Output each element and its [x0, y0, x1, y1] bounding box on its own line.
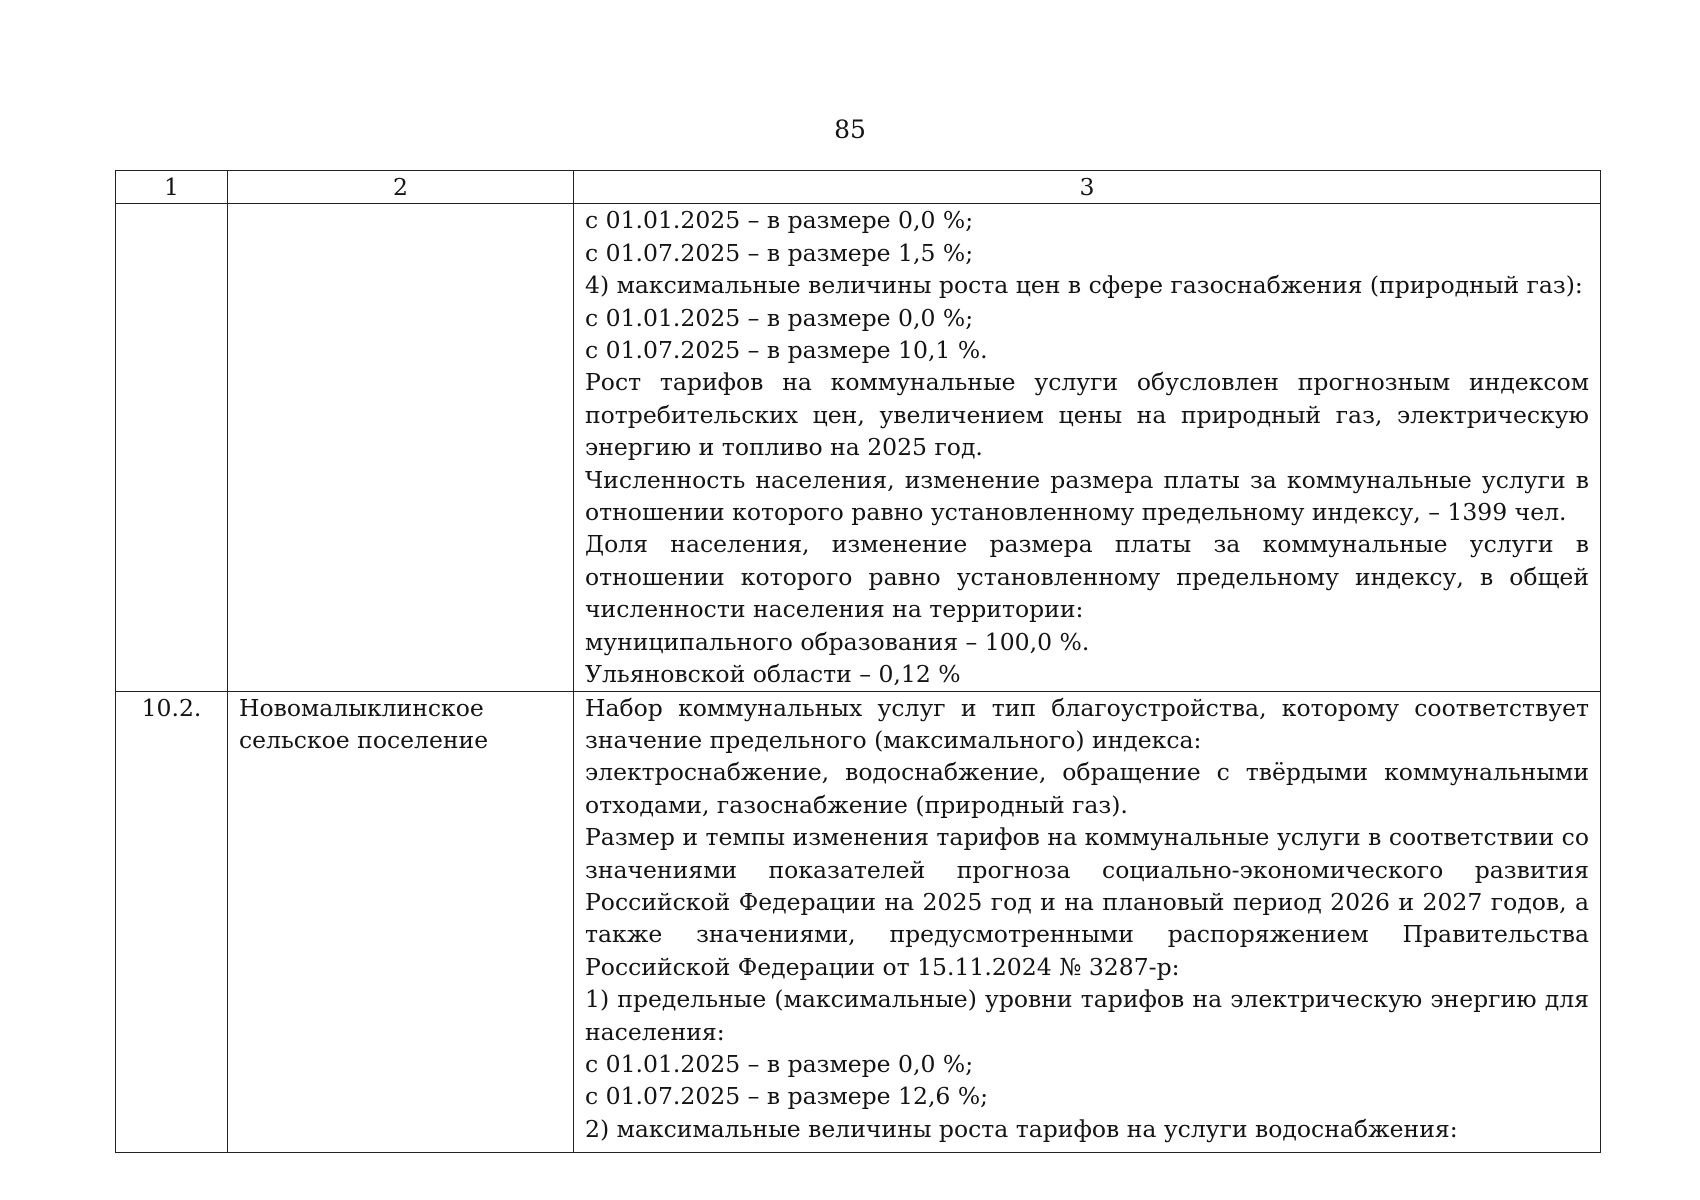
paragraph: муниципального образования – 100,0 %.	[585, 627, 1090, 656]
table-row	[116, 691, 1601, 1152]
paragraph: 1) предельные (максимальные) уровни тарифов на электрическую энергию для населения:	[585, 985, 1589, 1046]
paragraph: 2) максимальные величины роста тарифов на услуги водоснабжения:	[585, 1114, 1458, 1143]
paragraph: с 01.01.2025 – в размере 0,0 %;	[585, 1049, 974, 1078]
paragraph: с 01.07.2025 – в размере 1,5 %;	[585, 238, 974, 267]
paragraph: с 01.01.2025 – в размере 0,0 %;	[585, 206, 974, 235]
table-row	[116, 204, 1601, 691]
header-cell-3: 3	[574, 171, 1601, 204]
paragraph: Доля населения, изменение размера платы за коммунальные услуги в отношении которого равно установленному предельному индексу, в общей численности населения на территории:	[585, 530, 1589, 624]
page-number: 85	[834, 115, 866, 144]
paragraph: 4) максимальные величины роста цен в сфере газоснабжения (природный газ):	[585, 271, 1583, 300]
paragraph: Численность населения, изменение размера платы за коммунальные услуги в отношении которого равно установленному предельному индексу, – 1399 чел.	[585, 465, 1589, 527]
settlement-name	[228, 691, 574, 1152]
table-header-row	[116, 171, 1601, 204]
paragraph: Набор коммунальных услуг и тип благоустройства, которому соответствует значение предельного (максимального) индекса:	[585, 693, 1589, 754]
row-content	[574, 691, 1601, 1152]
header-cell-2: 2	[228, 171, 574, 204]
settlement-name-line: сельское поселение	[239, 725, 489, 754]
settlement-name	[228, 204, 574, 691]
paragraph: с 01.07.2025 – в размере 12,6 %;	[585, 1082, 989, 1111]
row-number: 10.2.	[116, 691, 228, 1152]
paragraph: с 01.07.2025 – в размере 10,1 %.	[585, 336, 988, 365]
paragraph: электроснабжение, водоснабжение, обращение с твёрдыми коммунальными отходами, газоснабжение (природный газ).	[585, 758, 1589, 819]
paragraph: Ульяновской области – 0,12 %	[585, 660, 961, 689]
paragraph: с 01.01.2025 – в размере 0,0 %;	[585, 303, 974, 332]
paragraph: Рост тарифов на коммунальные услуги обусловлен прогнозным индексом потребительских цен, увеличением цены на природный газ, электрическую энергию и топливо на 2025 год.	[585, 368, 1589, 462]
row-number	[116, 204, 228, 691]
header-cell-1: 1	[116, 171, 228, 204]
row-content	[574, 204, 1601, 691]
tariff-table	[115, 170, 1601, 1153]
settlement-name-line: Новомалыклинское	[239, 693, 484, 722]
paragraph: Размер и темпы изменения тарифов на коммунальные услуги в соответствии со значениями показателей прогноза социально-экономического развития Российской Федерации на 2025 год и на плановый период 2026 и 2027 годов, а также значениями, предусмотренными распоряжением Правительства Российской Федерации от 15.11.2024 № 3287-р:	[585, 823, 1589, 981]
